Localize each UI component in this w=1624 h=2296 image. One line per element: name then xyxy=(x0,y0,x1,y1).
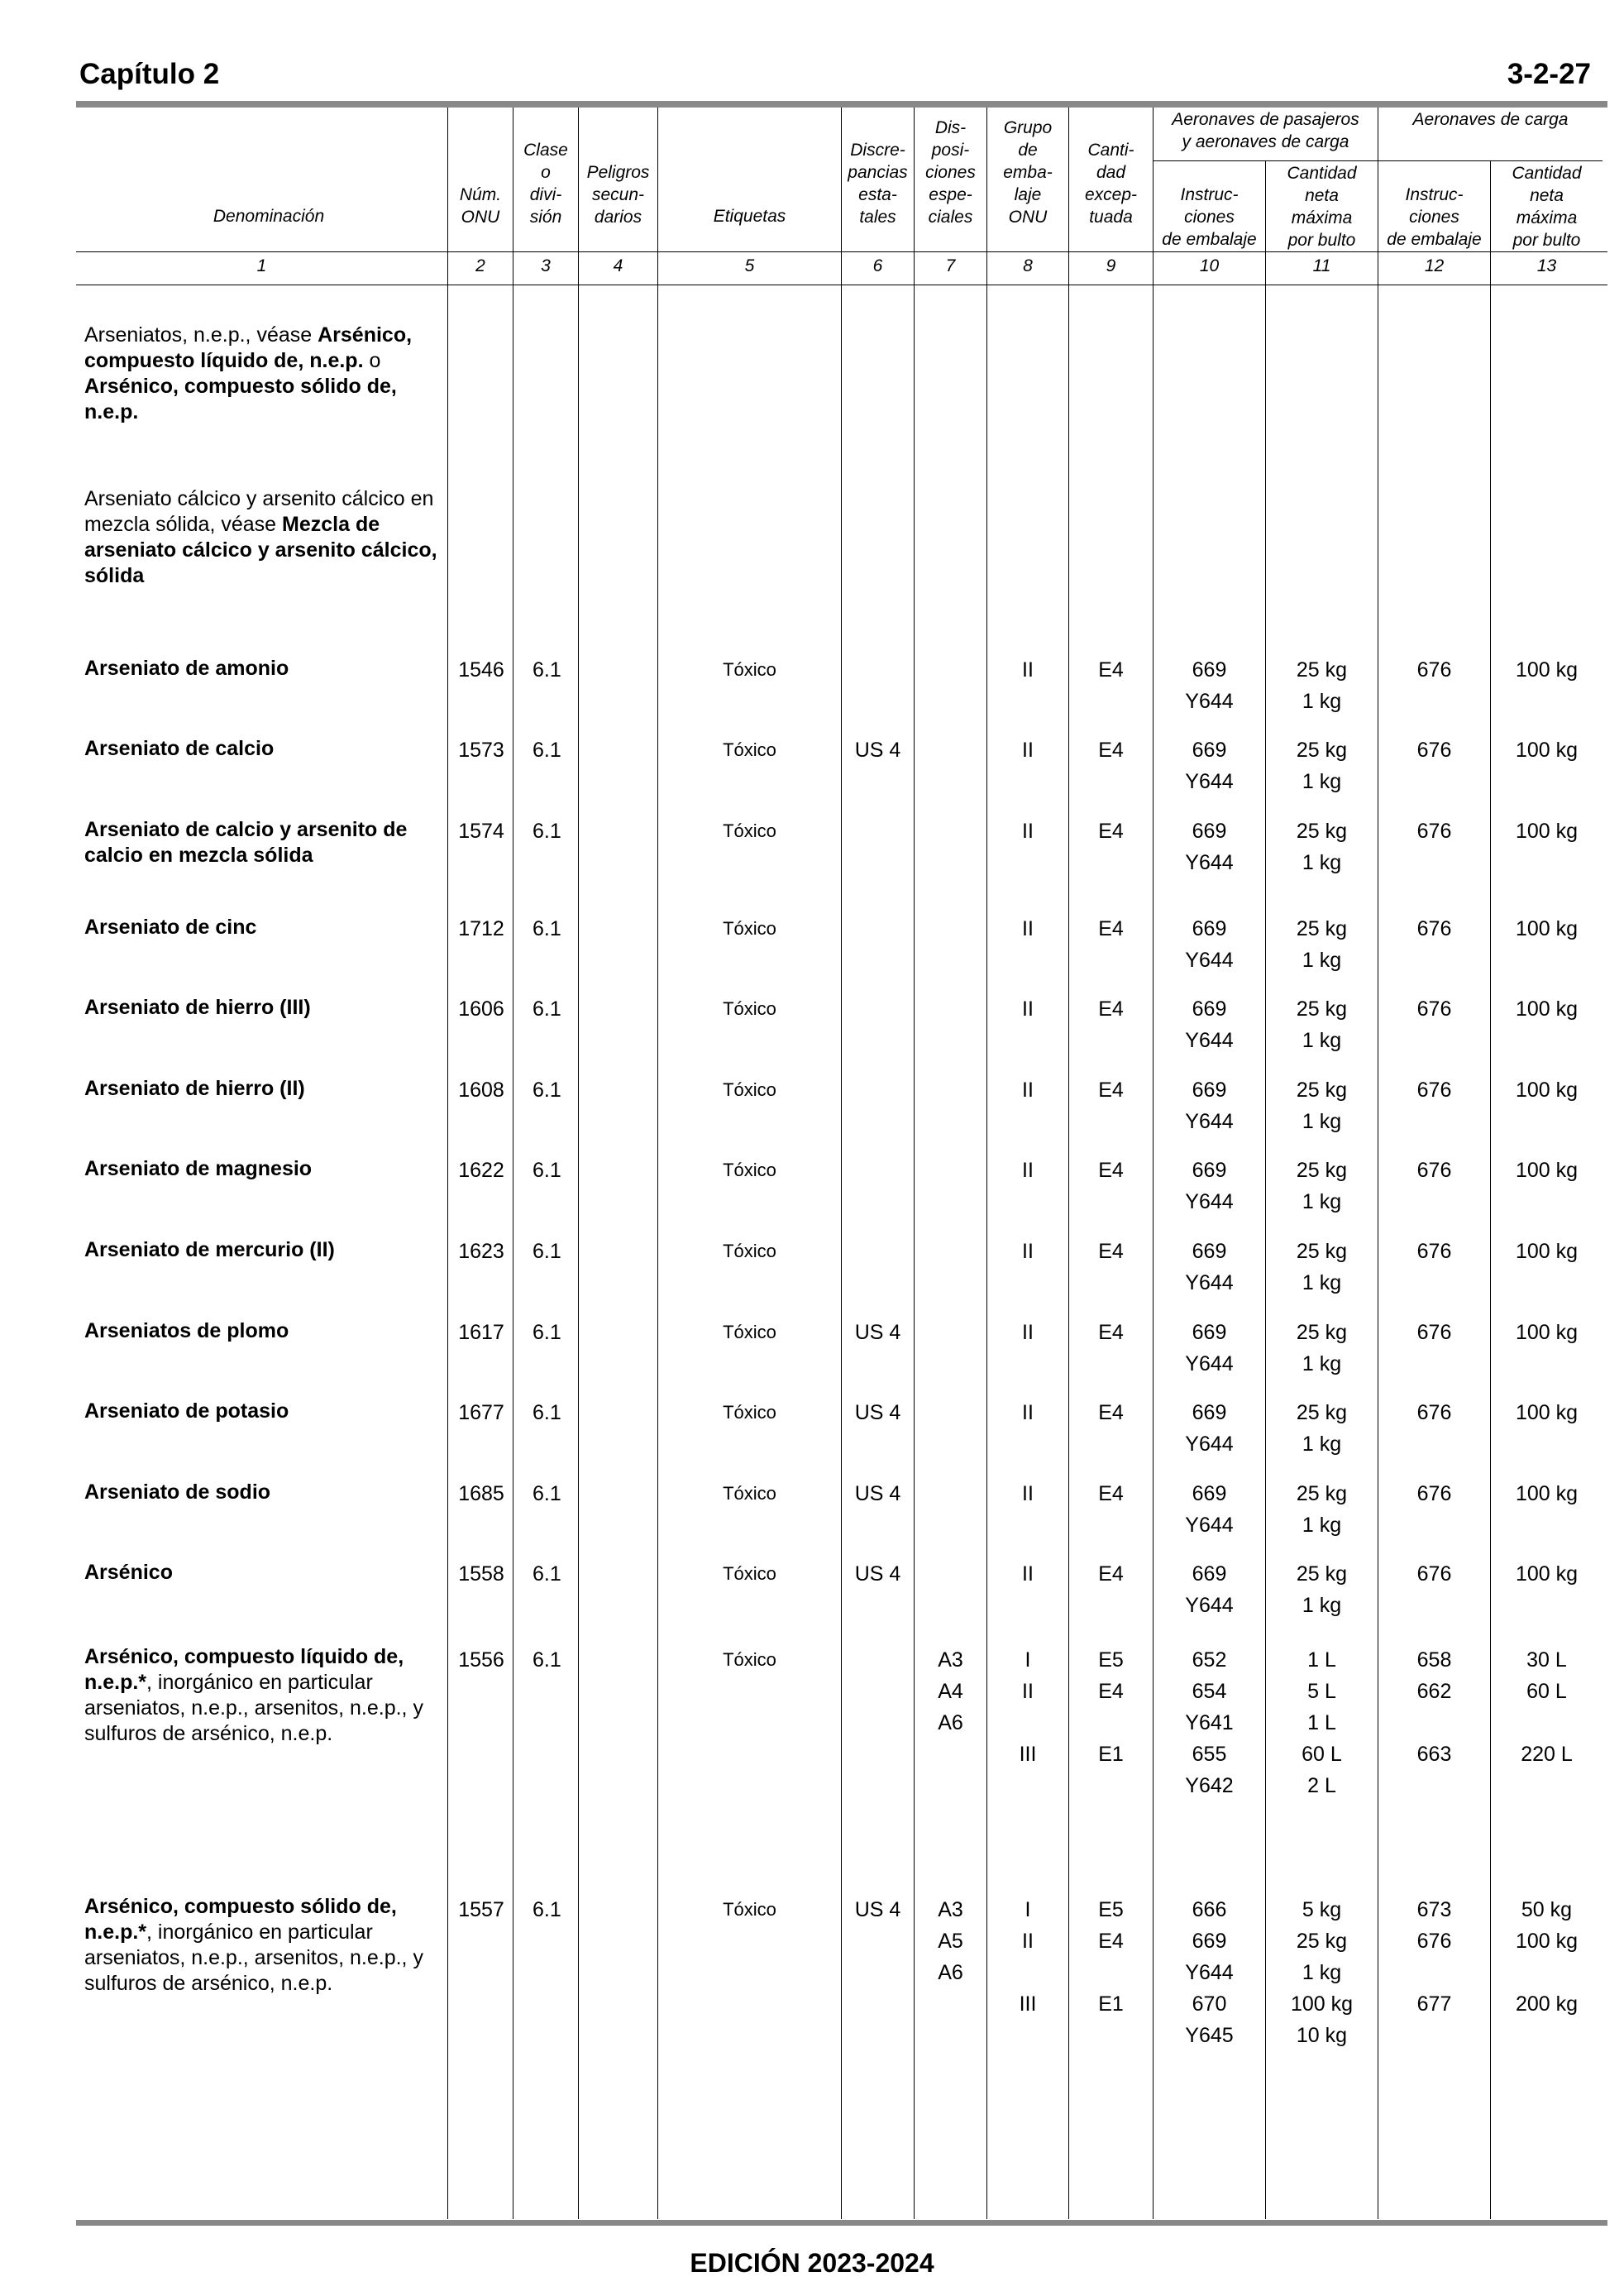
passenger-instructions: 669 Y644 xyxy=(1185,1562,1234,1617)
un-number: 1606 xyxy=(458,997,504,1021)
cargo-instructions: 676 xyxy=(1416,1562,1452,1586)
cargo-net-quantity: 100 kg xyxy=(1515,1240,1579,1263)
packing-group: II xyxy=(1022,1482,1034,1505)
compound-name xyxy=(84,1644,440,1747)
edition-footer: EDICIÓN 2023-2024 xyxy=(690,2248,934,2278)
excepted-quantity: E4 xyxy=(1098,1159,1124,1182)
packing-group: II xyxy=(1022,997,1034,1021)
passenger-instructions: 669 Y644 xyxy=(1185,997,1234,1052)
label: Tóxico xyxy=(723,918,776,939)
packing-group: II xyxy=(1022,1159,1034,1182)
excepted-quantity: E4 xyxy=(1098,917,1124,940)
passenger-net-quantity: 25 kg 1 kg xyxy=(1296,1401,1348,1456)
un-number: 1556 xyxy=(458,1648,504,1672)
passenger-instructions: 669 Y644 xyxy=(1185,1240,1234,1294)
discrepancy: US 4 xyxy=(854,1898,901,1921)
excepted-quantity: E5 E4 E1 xyxy=(1098,1648,1124,1766)
un-number: 1617 xyxy=(458,1321,504,1344)
colnum: 8 xyxy=(1023,256,1033,275)
colnum: 6 xyxy=(872,256,883,275)
packing-group: II xyxy=(1022,1401,1034,1424)
passenger-net-quantity: 25 kg 1 kg xyxy=(1296,1079,1348,1133)
substance-name: Arseniatos de plomo xyxy=(84,1319,289,1342)
header-cantidad-exceptuada: Canti- dad excep- tuada xyxy=(1084,141,1138,227)
packing-group: II xyxy=(1022,1562,1034,1586)
passenger-net-quantity: 25 kg 1 kg xyxy=(1296,1482,1348,1537)
ref-target: Mezcla de arseniato cálcico y arsenito cálcico, sólida xyxy=(84,513,437,587)
packing-group: II xyxy=(1022,917,1034,940)
colnum: 12 xyxy=(1424,256,1445,275)
cargo-net-quantity: 100 kg xyxy=(1515,1562,1579,1586)
label: Tóxico xyxy=(723,1483,776,1504)
label: Tóxico xyxy=(723,659,776,680)
un-number: 1608 xyxy=(458,1079,504,1102)
packing-group: II xyxy=(1022,1240,1034,1263)
excepted-quantity: E4 xyxy=(1098,1321,1124,1344)
class-division: 6.1 xyxy=(533,1079,561,1102)
colnum: 2 xyxy=(475,256,485,275)
passenger-instructions: 669 Y644 xyxy=(1185,1079,1234,1133)
special-provisions: A3 A5 A6 xyxy=(938,1898,963,1984)
passenger-instructions: 666 669 Y644 670 Y645 xyxy=(1185,1898,1234,2047)
excepted-quantity: E4 xyxy=(1098,997,1124,1021)
packing-group: II xyxy=(1022,1321,1034,1344)
label: Tóxico xyxy=(723,1899,776,1920)
passenger-net-quantity: 25 kg 1 kg xyxy=(1296,1562,1348,1617)
class-division: 6.1 xyxy=(533,917,561,940)
packing-group: II xyxy=(1022,739,1034,762)
header-cantidad-pasajeros: Cantidad neta máxima por bulto xyxy=(1287,164,1357,250)
class-division: 6.1 xyxy=(533,739,561,762)
class-division: 6.1 xyxy=(533,1321,561,1344)
substance-name: Arseniato de hierro (III) xyxy=(84,996,311,1019)
cargo-net-quantity: 100 kg xyxy=(1515,820,1579,843)
label: Tóxico xyxy=(723,1402,776,1423)
un-number: 1623 xyxy=(458,1240,504,1263)
ref-text: Arseniato cálcico y arsenito cálcico en mezcla sólida, véase xyxy=(84,487,434,536)
header-instrucciones-pasajeros: Instruc- ciones de embalaje xyxy=(1162,185,1257,249)
passenger-instructions: 669 Y644 xyxy=(1185,1401,1234,1456)
label: Tóxico xyxy=(723,1563,776,1584)
un-number: 1685 xyxy=(458,1482,504,1505)
colnum: 10 xyxy=(1199,256,1220,275)
passenger-net-quantity: 25 kg 1 kg xyxy=(1296,917,1348,972)
passenger-net-quantity: 25 kg 1 kg xyxy=(1296,658,1348,713)
excepted-quantity: E4 xyxy=(1098,1562,1124,1586)
passenger-net-quantity: 25 kg 1 kg xyxy=(1296,739,1348,793)
label: Tóxico xyxy=(723,998,776,1019)
passenger-net-quantity: 25 kg 1 kg xyxy=(1296,1321,1348,1375)
substance-name: Arsénico xyxy=(84,1561,173,1584)
passenger-instructions: 652 654 Y641 655 Y642 xyxy=(1185,1648,1234,1797)
header-num-onu: Núm. ONU xyxy=(459,185,502,227)
packing-group: II xyxy=(1022,1079,1034,1102)
colnum: 11 xyxy=(1312,256,1331,275)
passenger-instructions: 669 Y644 xyxy=(1185,1482,1234,1537)
passenger-instructions: 669 Y644 xyxy=(1185,1159,1234,1213)
cargo-instructions: 676 xyxy=(1416,1401,1452,1424)
discrepancy: US 4 xyxy=(854,1482,901,1505)
class-division: 6.1 xyxy=(533,1648,561,1672)
class-division: 6.1 xyxy=(533,1562,561,1586)
passenger-instructions: 669 Y644 xyxy=(1185,658,1234,713)
cargo-instructions: 676 xyxy=(1416,1482,1452,1505)
colnum: 1 xyxy=(256,256,267,275)
excepted-quantity: E4 xyxy=(1098,739,1124,762)
class-division: 6.1 xyxy=(533,997,561,1021)
chapter-title: Capítulo 2 xyxy=(79,58,220,90)
discrepancy: US 4 xyxy=(854,1401,901,1424)
passenger-net-quantity: 25 kg 1 kg xyxy=(1296,1240,1348,1294)
discrepancy: US 4 xyxy=(854,739,901,762)
cargo-net-quantity: 100 kg xyxy=(1515,1079,1579,1102)
cross-reference xyxy=(84,486,440,589)
cargo-net-quantity: 100 kg xyxy=(1515,658,1579,682)
cargo-instructions: 658 662 663 xyxy=(1416,1648,1452,1766)
cargo-net-quantity: 50 kg 100 kg 200 kg xyxy=(1515,1898,1579,2016)
packing-group: II xyxy=(1022,658,1034,682)
cargo-net-quantity: 100 kg xyxy=(1515,1321,1579,1344)
compound-rest: , inorgánico en particular arseniatos, n.e.p., arsenitos, n.e.p., y sulfuros de arsénico, n.e.p. xyxy=(84,1671,423,1745)
substance-name: Arseniato de calcio y arsenito de calcio en mezcla sólida xyxy=(84,818,408,867)
cargo-instructions: 676 xyxy=(1416,1079,1452,1102)
passenger-net-quantity: 1 L 5 L 1 L 60 L 2 L xyxy=(1302,1648,1342,1797)
ref-target: Arsénico, compuesto líquido de, n.e.p. xyxy=(84,323,413,372)
label: Tóxico xyxy=(723,1079,776,1100)
label: Tóxico xyxy=(723,820,776,841)
substance-name: Arseniato de potasio xyxy=(84,1399,289,1423)
ref-target: Arsénico, compuesto sólido de, n.e.p. xyxy=(84,375,397,423)
cargo-instructions: 676 xyxy=(1416,917,1452,940)
col-rule xyxy=(578,108,579,2219)
class-division: 6.1 xyxy=(533,1482,561,1505)
excepted-quantity: E4 xyxy=(1098,1482,1124,1505)
header-rule xyxy=(76,251,1607,252)
un-number: 1712 xyxy=(458,917,504,940)
top-rule xyxy=(76,101,1607,108)
cargo-net-quantity: 100 kg xyxy=(1515,917,1579,940)
header-cantidad-carga: Cantidad neta máxima por bulto xyxy=(1512,164,1582,250)
un-number: 1573 xyxy=(458,739,504,762)
compound-rest: , inorgánico en particular arseniatos, n.e.p., arsenitos, n.e.p., y sulfuros de arsénico, n.e.p. xyxy=(84,1921,423,1995)
cargo-instructions: 673 676 677 xyxy=(1416,1898,1452,2016)
substance-name: Arseniato de hierro (II) xyxy=(84,1077,305,1100)
colnum: 7 xyxy=(945,256,956,275)
class-division: 6.1 xyxy=(533,1240,561,1263)
header-clase: Clase o divi- sión xyxy=(523,141,568,227)
un-number: 1622 xyxy=(458,1159,504,1182)
cargo-net-quantity: 100 kg xyxy=(1515,1159,1579,1182)
bottom-rule xyxy=(76,2220,1607,2226)
un-number: 1677 xyxy=(458,1401,504,1424)
excepted-quantity: E4 xyxy=(1098,658,1124,682)
label: Tóxico xyxy=(723,1160,776,1180)
cargo-instructions: 676 xyxy=(1416,1321,1452,1344)
passenger-instructions: 669 Y644 xyxy=(1185,820,1234,874)
colnum: 5 xyxy=(744,256,755,275)
passenger-net-quantity: 25 kg 1 kg xyxy=(1296,997,1348,1052)
label: Tóxico xyxy=(723,739,776,760)
ref-text: o xyxy=(363,349,381,372)
cargo-instructions: 676 xyxy=(1416,658,1452,682)
substance-name: Arseniato de calcio xyxy=(84,737,275,760)
passenger-net-quantity: 5 kg 25 kg 1 kg 100 kg 10 kg xyxy=(1290,1898,1354,2047)
group-rule xyxy=(1153,160,1603,161)
header-carga: Aeronaves de carga xyxy=(1412,110,1569,129)
passenger-instructions: 669 Y644 xyxy=(1185,739,1234,793)
class-division: 6.1 xyxy=(533,820,561,843)
compound-bold: Arsénico, compuesto líquido de, n.e.p.* xyxy=(84,1645,404,1694)
cargo-net-quantity: 30 L 60 L 220 L xyxy=(1521,1648,1573,1766)
un-number: 1557 xyxy=(458,1898,504,1921)
packing-group: I II III xyxy=(1019,1898,1037,2016)
label: Tóxico xyxy=(723,1649,776,1670)
excepted-quantity: E4 xyxy=(1098,1079,1124,1102)
header-discrepancias: Discre- pancias esta- tales xyxy=(848,141,908,227)
packing-group: I II III xyxy=(1019,1648,1037,1766)
substance-name: Arseniato de amonio xyxy=(84,657,289,680)
header-etiquetas: Etiquetas xyxy=(713,207,786,226)
class-division: 6.1 xyxy=(533,1159,561,1182)
cargo-instructions: 676 xyxy=(1416,1240,1452,1263)
header-pasajeros: Aeronaves de pasajeros y aeronaves de carga xyxy=(1172,110,1359,151)
colnum: 4 xyxy=(613,256,623,275)
cargo-instructions: 676 xyxy=(1416,1159,1452,1182)
colnum: 3 xyxy=(541,256,551,275)
cargo-instructions: 676 xyxy=(1416,820,1452,843)
substance-name: Arseniato de cinc xyxy=(84,916,257,939)
cargo-net-quantity: 100 kg xyxy=(1515,1482,1579,1505)
header-denominacion: Denominación xyxy=(213,207,325,226)
class-division: 6.1 xyxy=(533,658,561,682)
colnum: 9 xyxy=(1106,256,1116,275)
un-number: 1574 xyxy=(458,820,504,843)
page-number: 3-2-27 xyxy=(1507,58,1591,90)
special-provisions: A3 A4 A6 xyxy=(938,1648,963,1734)
excepted-quantity: E5 E4 E1 xyxy=(1098,1898,1124,2016)
substance-name: Arseniato de magnesio xyxy=(84,1157,313,1180)
excepted-quantity: E4 xyxy=(1098,1240,1124,1263)
ref-text: Arseniatos, n.e.p., véase xyxy=(84,323,318,347)
header-grupo: Grupo de emba- laje ONU xyxy=(1003,118,1053,227)
cargo-net-quantity: 100 kg xyxy=(1515,739,1579,762)
cargo-instructions: 676 xyxy=(1416,739,1452,762)
substance-name: Arseniato de mercurio (II) xyxy=(84,1238,335,1261)
class-division: 6.1 xyxy=(533,1401,561,1424)
header-instrucciones-carga: Instruc- ciones de embalaje xyxy=(1387,185,1482,249)
discrepancy: US 4 xyxy=(854,1562,901,1586)
excepted-quantity: E4 xyxy=(1098,1401,1124,1424)
class-division: 6.1 xyxy=(533,1898,561,1921)
label: Tóxico xyxy=(723,1322,776,1342)
header-peligros: Peligros secun- darios xyxy=(586,163,650,227)
header-disposiciones: Dis- posi- ciones espe- ciales xyxy=(925,118,976,227)
cargo-net-quantity: 100 kg xyxy=(1515,997,1579,1021)
colnum: 13 xyxy=(1536,256,1557,275)
cargo-net-quantity: 100 kg xyxy=(1515,1401,1579,1424)
substance-name: Arseniato de sodio xyxy=(84,1480,271,1504)
label: Tóxico xyxy=(723,1241,776,1261)
compound-bold: Arsénico, compuesto sólido de, n.e.p.* xyxy=(84,1895,397,1944)
discrepancy: US 4 xyxy=(854,1321,901,1344)
passenger-instructions: 669 Y644 xyxy=(1185,1321,1234,1375)
excepted-quantity: E4 xyxy=(1098,820,1124,843)
compound-name xyxy=(84,1894,440,1997)
un-number: 1558 xyxy=(458,1562,504,1586)
cargo-instructions: 676 xyxy=(1416,997,1452,1021)
cross-reference xyxy=(84,323,440,425)
passenger-instructions: 669 Y644 xyxy=(1185,917,1234,972)
packing-group: II xyxy=(1022,820,1034,843)
passenger-net-quantity: 25 kg 1 kg xyxy=(1296,820,1348,874)
passenger-net-quantity: 25 kg 1 kg xyxy=(1296,1159,1348,1213)
un-number: 1546 xyxy=(458,658,504,682)
